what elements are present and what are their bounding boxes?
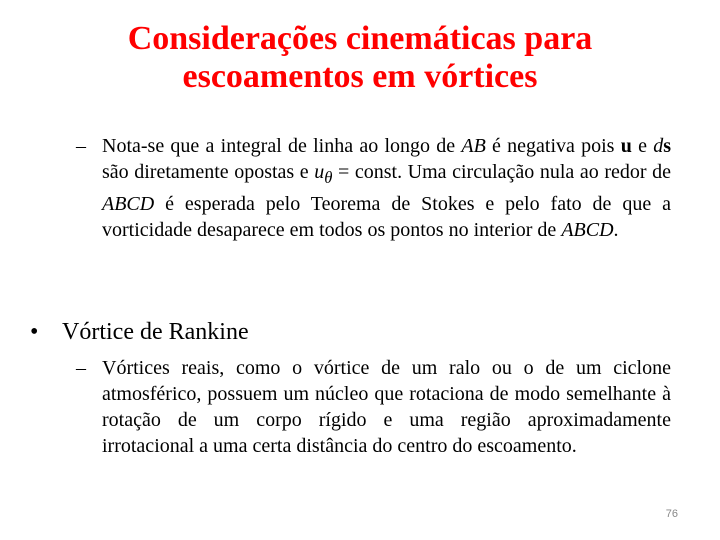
symbol-abcd: ABCD <box>561 219 614 241</box>
symbol-u-vector: u <box>620 135 632 157</box>
dash-marker: – <box>76 357 86 379</box>
sub-point-real-vortices <box>76 355 671 459</box>
dash-marker: – <box>76 135 86 157</box>
title-line-2: escoamentos em vórtices <box>182 58 538 95</box>
symbol-u-theta: u <box>314 161 325 183</box>
bullet-marker: • <box>30 319 39 345</box>
symbol-s-vector: s <box>663 135 671 157</box>
symbol-abcd: ABCD <box>102 193 155 215</box>
symbol-d: d <box>653 135 664 157</box>
sub-point-circulation <box>76 133 671 243</box>
page-number: 76 <box>665 508 678 520</box>
text-run: . <box>613 219 619 241</box>
text-run: Nota-se que a integral de linha ao longo de <box>102 135 462 157</box>
text-run: são diretamente opostas e <box>102 161 315 183</box>
symbol-theta: θ <box>324 168 333 187</box>
bullet-label: Vórtice de Rankine <box>62 319 249 345</box>
text-run: é esperada pelo Teorema de Stokes e pelo fato de que a vorticidade desaparece em todos os pontos no interior de <box>102 193 671 241</box>
slide-title <box>40 20 680 96</box>
title-line-1: Considerações cinemáticas para <box>127 20 593 57</box>
text-run: é negativa pois <box>485 135 621 157</box>
symbol-ab: AB <box>461 135 486 157</box>
bullet-rankine-vortex <box>30 317 249 347</box>
sub-point-text: Vórtices reais, como o vórtice de um ralo ou o de um ciclone atmosférico, possuem um núcleo que rotaciona de modo semelhante à rotação de um corpo rígido e uma região aproximadamente irrotacional a uma certa distância do centro do escoamento. <box>102 357 671 457</box>
text-run: = const. Uma circulação nula ao redor de <box>332 161 671 183</box>
sub-point-text <box>102 133 671 243</box>
text-run: e <box>631 135 654 157</box>
